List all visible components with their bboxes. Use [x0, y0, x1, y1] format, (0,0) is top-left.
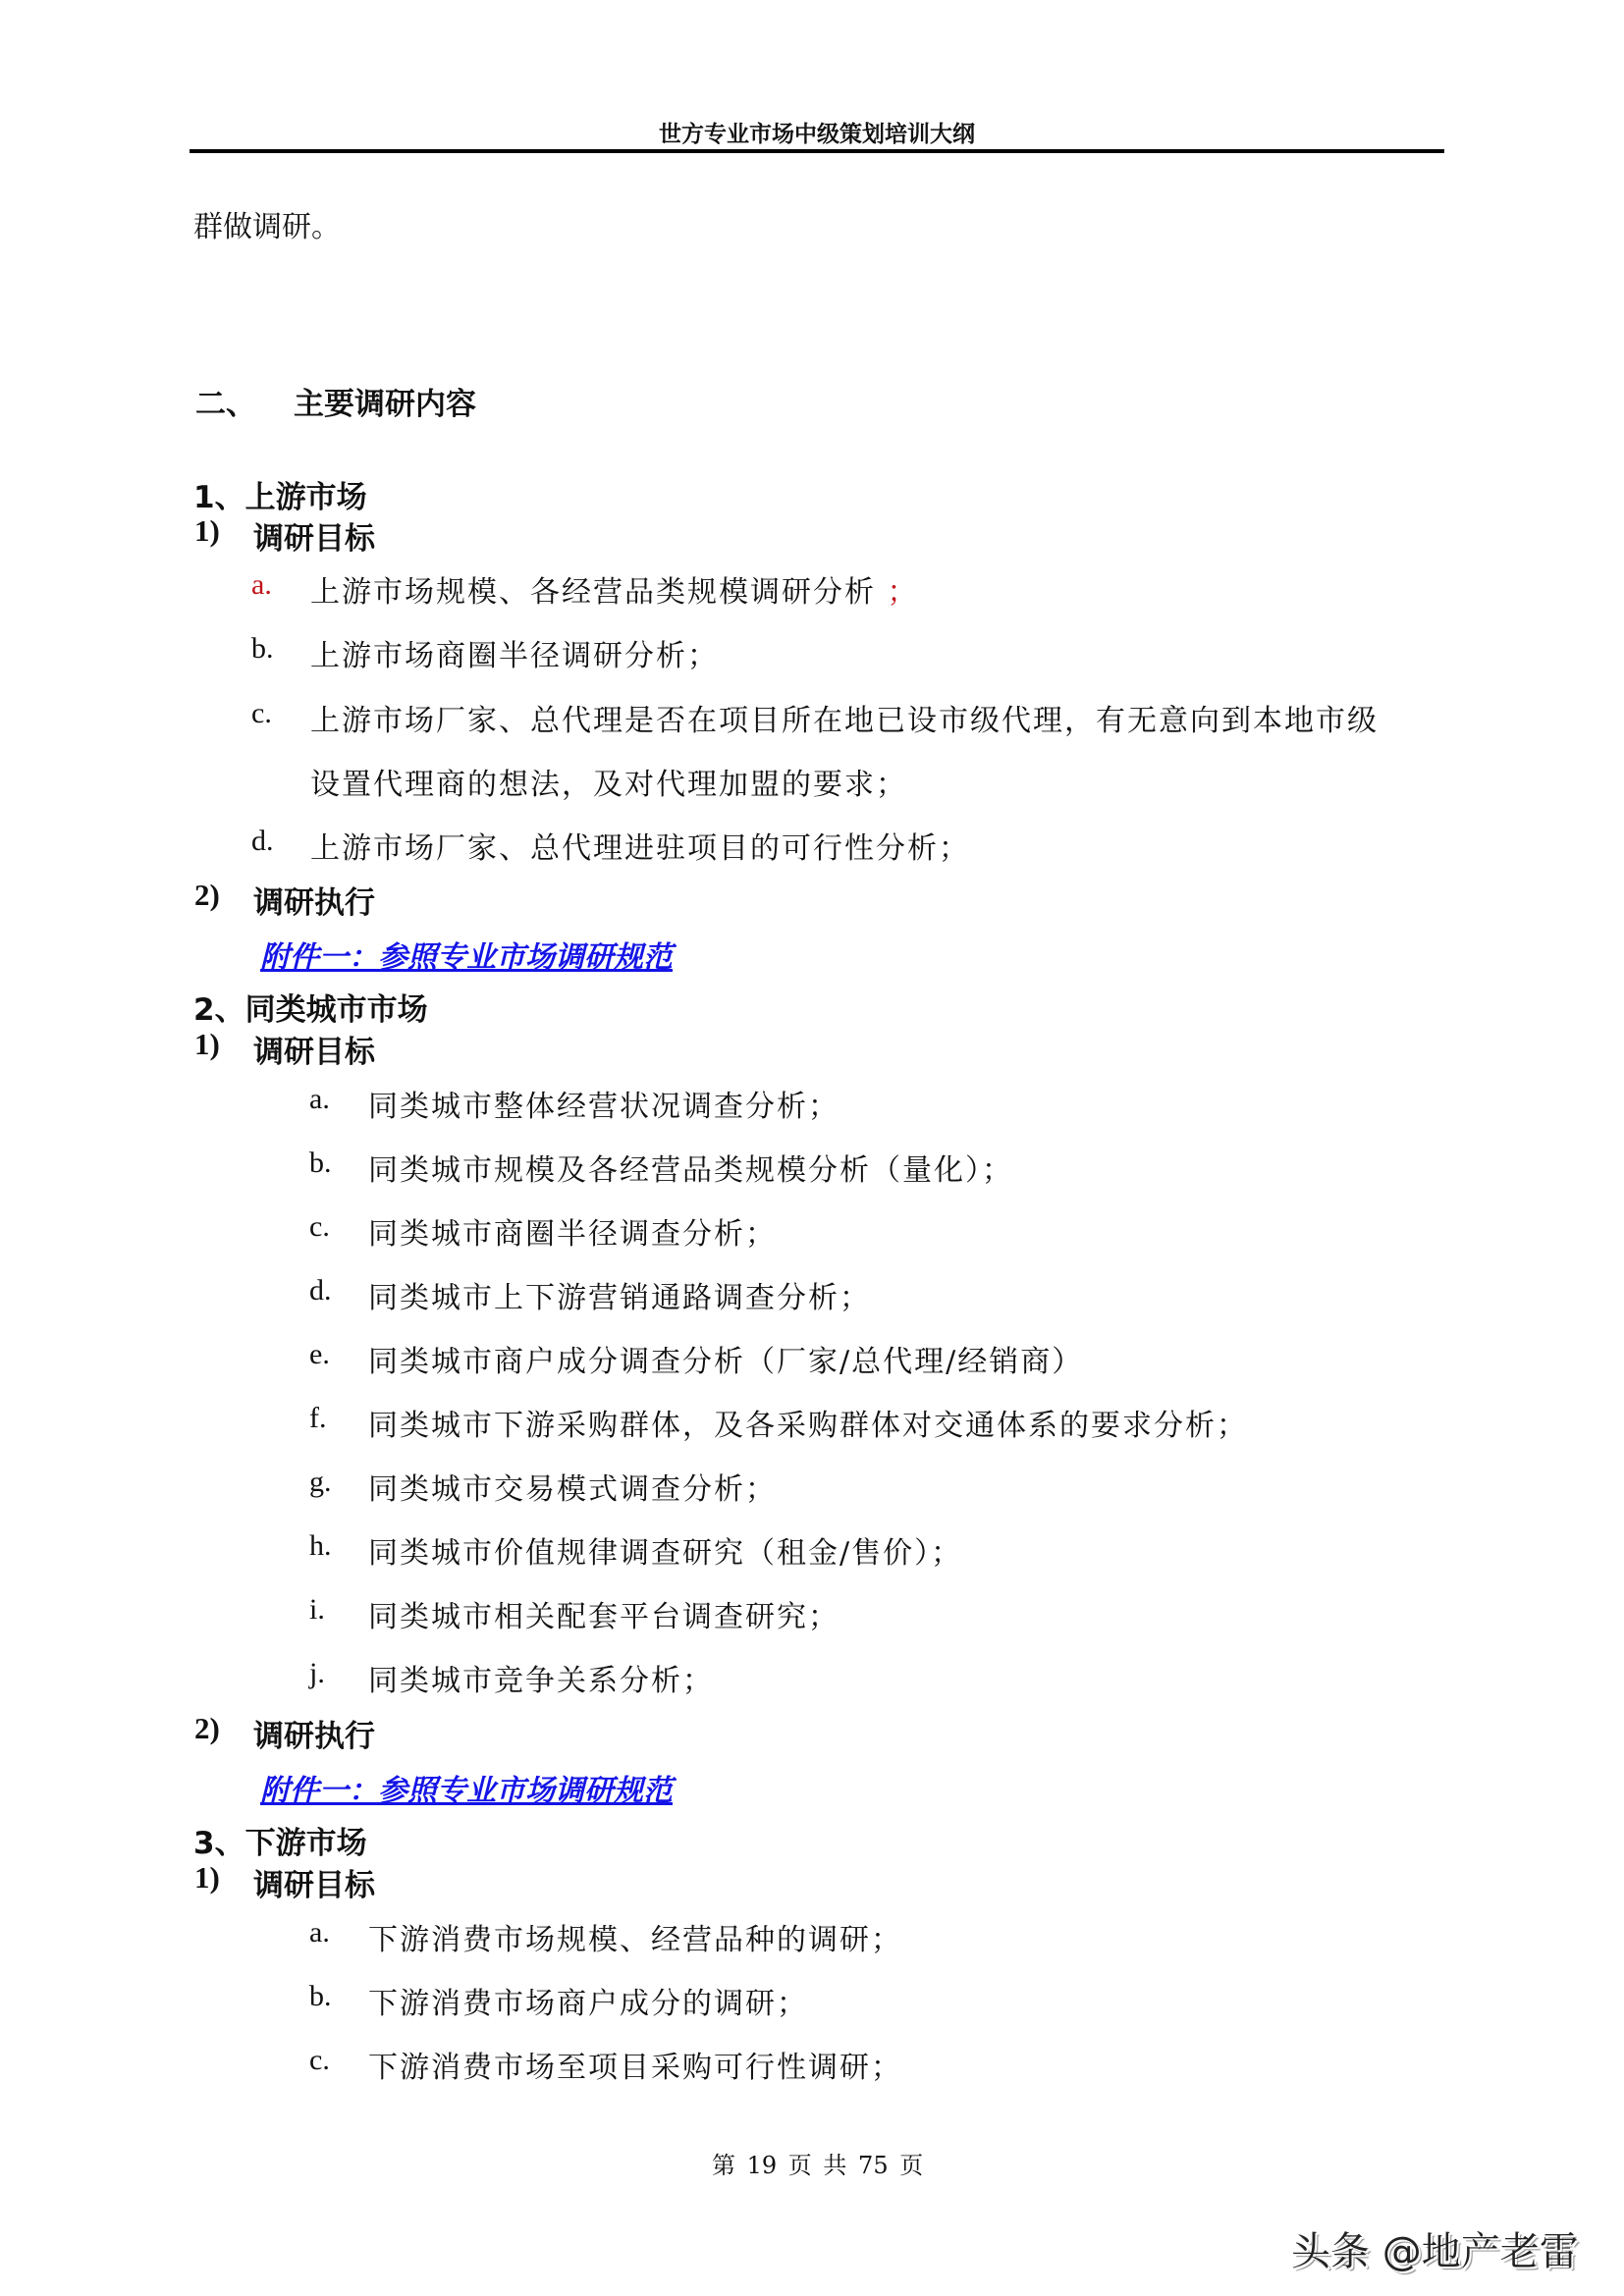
list-item: 上游市场厂家、总代理进驻项目的可行性分析；	[310, 831, 970, 866]
goals-label: 调研目标	[253, 1035, 375, 1070]
list-item-letter: b.	[309, 1147, 332, 1179]
list-item-letter: e.	[309, 1338, 330, 1370]
execution-number: 2)	[194, 1711, 220, 1745]
list-item: 上游市场商圈半径调研分析；	[310, 639, 719, 673]
list-item-letter: b.	[251, 632, 274, 665]
list-item-letter: j.	[309, 1657, 325, 1689]
list-item-letter: g.	[309, 1466, 332, 1498]
list-item: 同类城市上下游营销通路调查分析；	[368, 1281, 871, 1315]
list-item: 同类城市商户成分调查分析（厂家/总代理/经销商）	[368, 1345, 1084, 1379]
list-item: 同类城市整体经营状况调查分析；	[368, 1090, 839, 1124]
execution-label: 调研执行	[253, 885, 375, 921]
part-title-upstream: 1、上游市场	[193, 480, 367, 515]
list-item: 下游消费市场商户成分的调研；	[368, 1987, 808, 2021]
section-number: 二、	[195, 387, 256, 422]
goals-number: 1)	[194, 1860, 220, 1895]
list-item: 同类城市交易模式调查分析；	[368, 1472, 777, 1507]
list-item: 同类城市相关配套平台调查研究；	[368, 1600, 839, 1634]
list-item-letter: a.	[309, 1083, 330, 1115]
execution-label: 调研执行	[253, 1719, 375, 1754]
execution-number: 2)	[194, 878, 220, 912]
list-item: 同类城市竞争关系分析；	[368, 1664, 714, 1698]
header-divider	[189, 149, 1444, 153]
goals-label: 调研目标	[253, 1868, 375, 1903]
list-item: 同类城市规模及各经营品类规模分析（量化）；	[368, 1153, 1013, 1188]
list-item-letter: h.	[309, 1529, 332, 1562]
list-item-continuation: 设置代理商的想法，及对代理加盟的要求；	[310, 768, 907, 802]
list-item-letter: d.	[309, 1274, 332, 1307]
list-item: 同类城市价值规律调查研究（租金/售价）；	[368, 1536, 963, 1571]
list-item-letter: c.	[309, 2044, 330, 2076]
list-item-letter: b.	[309, 1980, 332, 2012]
list-item: 上游市场规模、各经营品类规模调研分析 ；	[310, 575, 919, 610]
section-title: 主要调研内容	[294, 387, 476, 422]
list-item-letter: d.	[251, 825, 274, 857]
goals-number: 1)	[194, 513, 220, 548]
intro-text: 群做调研。	[193, 210, 341, 244]
goals-label: 调研目标	[253, 521, 375, 557]
goals-number: 1)	[194, 1027, 220, 1061]
list-item: 下游消费市场至项目采购可行性调研；	[368, 2051, 902, 2085]
appendix-link[interactable]: 附件一：参照专业市场调研规范	[260, 940, 673, 975]
list-item-letter: i.	[309, 1593, 325, 1626]
page-number-footer: 第 19 页 共 75 页	[712, 2152, 924, 2179]
list-item-letter: c.	[309, 1210, 330, 1243]
document-header-title: 世方专业市场中级策划培训大纲	[659, 122, 975, 147]
list-item: 同类城市商圈半径调查分析；	[368, 1217, 777, 1252]
appendix-link[interactable]: 附件一：参照专业市场调研规范	[260, 1774, 673, 1808]
list-item-letter: a.	[309, 1916, 330, 1949]
part-title-peer-city: 2、同类城市市场	[193, 992, 428, 1028]
list-item-letter: c.	[251, 697, 272, 729]
list-item-letter: a.	[251, 568, 272, 601]
list-item-letter: f.	[309, 1402, 327, 1434]
list-item: 下游消费市场规模、经营品种的调研；	[368, 1923, 902, 1957]
watermark: 头条 @地产老雷	[1291, 2229, 1579, 2274]
part-title-downstream: 3、下游市场	[193, 1826, 367, 1861]
list-item: 同类城市下游采购群体，及各采购群体对交通体系的要求分析；	[368, 1409, 1248, 1443]
list-item: 上游市场厂家、总代理是否在项目所在地已设市级代理，有无意向到本地市级	[310, 704, 1379, 738]
